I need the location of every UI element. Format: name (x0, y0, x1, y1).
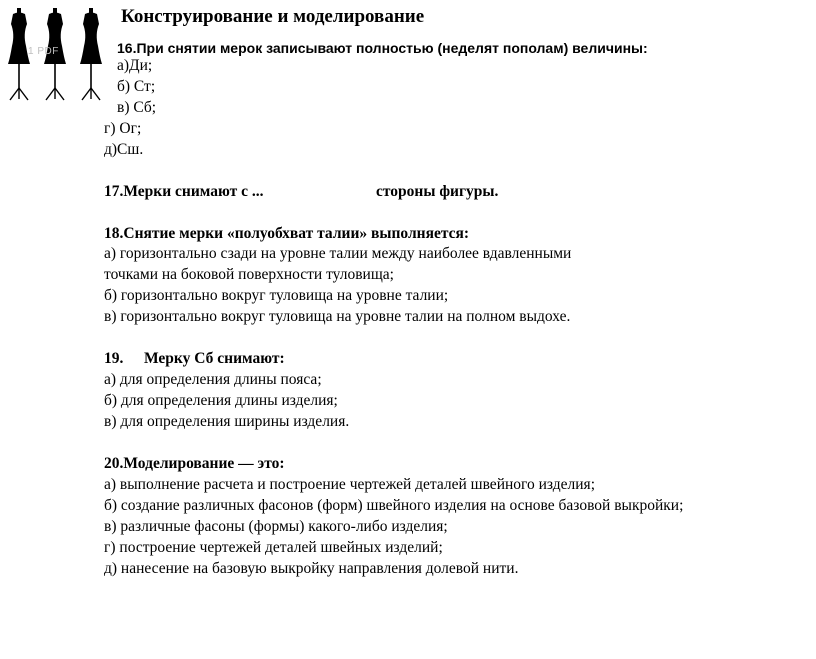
q18-option-a-cont: точками на боковой поверхности туловища; (104, 266, 394, 283)
q20-option-a: а) выполнение расчета и построение чертежей деталей швейного изделия; (104, 476, 595, 493)
q16-option-a: а)Ди; (117, 57, 153, 74)
question-16: 16.При снятии мерок записывают полностью (неделят пополам) величины: (117, 40, 648, 56)
question-19-number: 19. (104, 350, 124, 367)
question-19: Мерку Сб снимают: (144, 350, 285, 367)
q19-option-c: в) для определения ширины изделия. (104, 413, 350, 430)
q20-option-c: в) различные фасоны (формы) какого-либо изделия; (104, 518, 448, 535)
q19-option-b: б) для определения длины изделия; (104, 392, 338, 409)
q19-option-a: а) для определения длины пояса; (104, 371, 322, 388)
q18-option-b: б) горизонтально вокруг туловища на уровне талии; (104, 287, 449, 304)
q18-option-a: а) горизонтально сзади на уровне талии между наиболее вдавленными (104, 245, 572, 262)
q16-option-b: б) Ст; (117, 78, 156, 95)
q16-option-c: в) Сб; (117, 99, 157, 116)
question-20: 20.Моделирование — это: (104, 455, 285, 472)
question-18: 18.Снятие мерки «полуобхват талии» выполняется: (104, 225, 470, 242)
q16-option-d: г) Ог; (104, 120, 142, 137)
q20-option-d: г) построение чертежей деталей швейных изделий; (104, 539, 443, 556)
q20-option-e: д) нанесение на базовую выкройку направления долевой нити. (104, 560, 519, 577)
q18-option-c: в) горизонтально вокруг туловища на уровне талии на полном выдохе. (104, 308, 571, 325)
question-17-part-1: 17.Мерки снимают с ... (104, 183, 264, 200)
q16-option-e: д)Сш. (104, 141, 144, 158)
q20-option-b: б) создание различных фасонов (форм) швейного изделия на основе базовой выкройки; (104, 497, 684, 514)
page-title: Конструирование и моделирование (121, 6, 425, 27)
question-17-part-2: стороны фигуры. (376, 183, 499, 200)
watermark-text: 1 PDF (28, 46, 59, 57)
